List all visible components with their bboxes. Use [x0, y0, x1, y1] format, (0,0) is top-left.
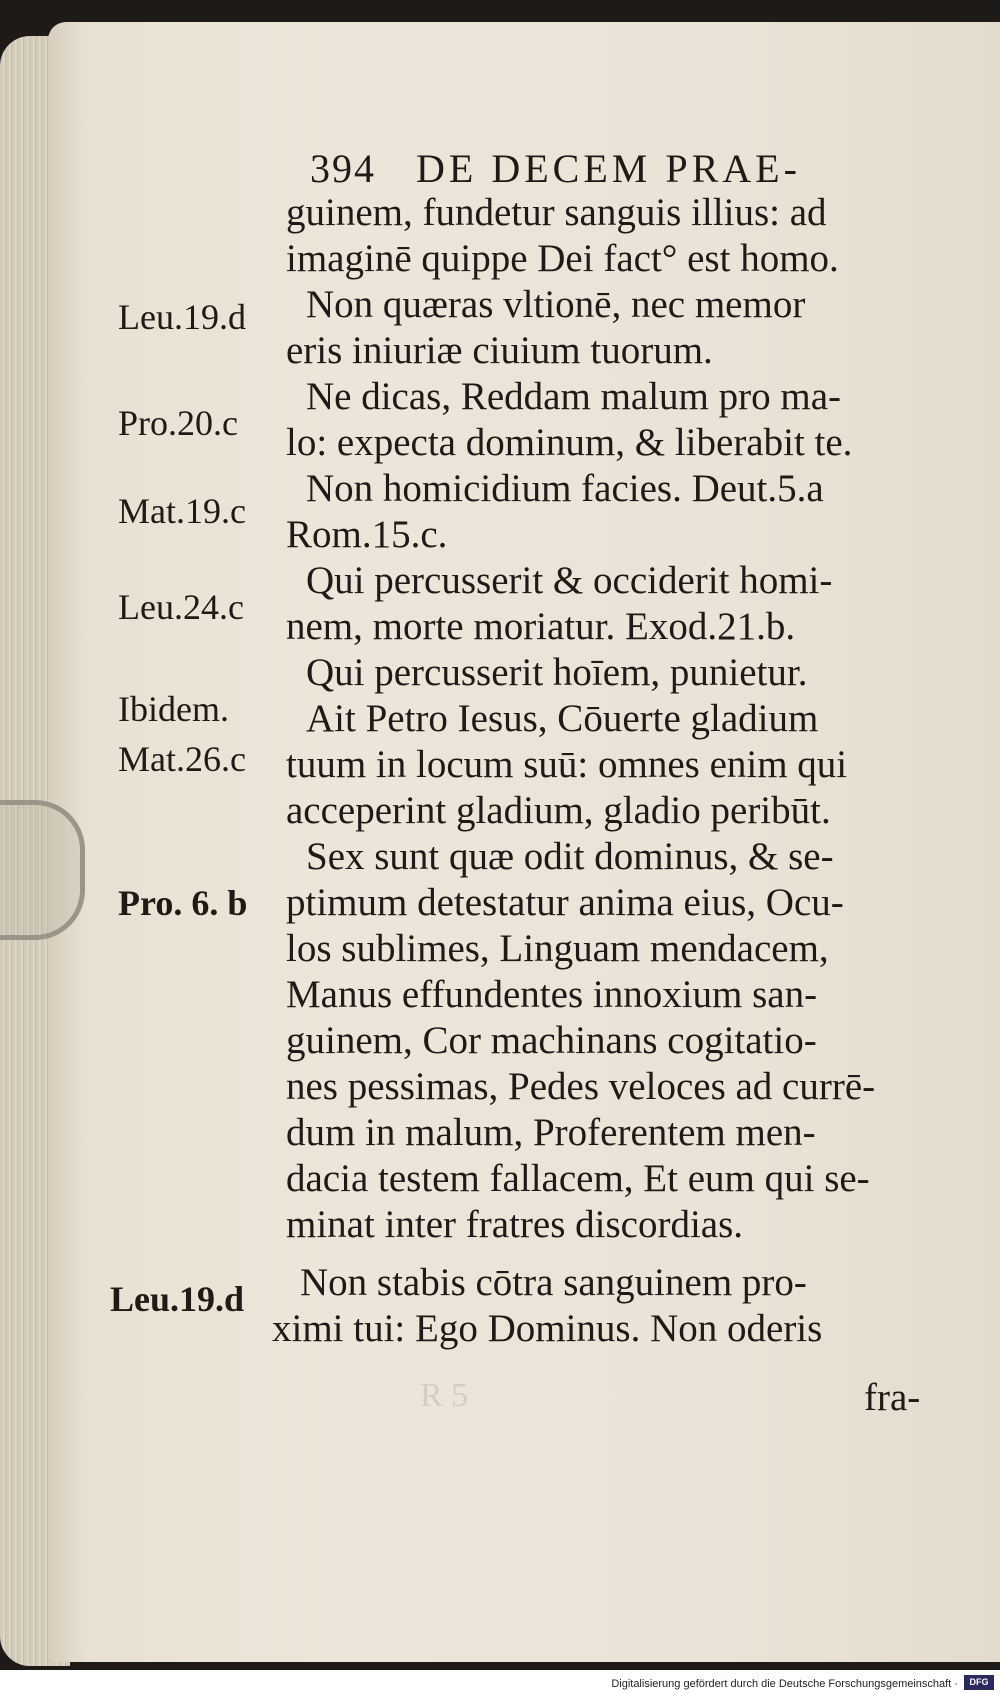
text-line: Ait Petro Iesus, Cōuerte gladium: [306, 697, 819, 740]
text-line: ptimum detestatur anima eius, Ocu-: [286, 881, 844, 924]
catchword: fra-: [864, 1376, 921, 1419]
marginal-note: Leu.19.d: [118, 297, 246, 337]
text-line: lo: expecta dominum, & liberabit te.: [286, 421, 853, 464]
text-line: imaginē quippe Dei fact° est homo.: [286, 237, 839, 280]
text-line: Non homicidium facies. Deut.5.a: [306, 467, 824, 510]
text-line: guinem, fundetur sanguis illius: ad: [286, 191, 827, 234]
text-line: guinem, Cor machinans cogitatio-: [286, 1019, 817, 1062]
text-line: Sex sunt quæ odit dominus, & se-: [306, 835, 834, 878]
text-line: Rom.15.c.: [286, 513, 448, 556]
text-line: eris iniuriæ ciuium tuorum.: [286, 329, 713, 372]
text-line: dum in malum, Proferentem men-: [286, 1111, 816, 1154]
footer-bar: [0, 1670, 1000, 1694]
marginal-note: Ibidem.: [118, 689, 229, 729]
marginal-note: Mat.19.c: [118, 491, 246, 531]
text-line: acceperint gladium, gladio peribūt.: [286, 789, 831, 832]
marginal-note: Pro.20.c: [118, 403, 238, 443]
text-line: nem, morte moriatur. Exod.21.b.: [286, 605, 796, 648]
marginal-note: Pro. 6. b: [118, 883, 248, 923]
text-line: ximi tui: Ego Dominus. Non oderis: [272, 1307, 823, 1350]
text-line: nes pessimas, Pedes veloces ad currē-: [286, 1065, 876, 1108]
text-line: Non quæras vltionē, nec memor: [306, 283, 806, 326]
page-clip: [0, 800, 85, 940]
marginal-note: Leu.24.c: [118, 587, 244, 627]
text-line: Ne dicas, Reddam malum pro ma-: [306, 375, 842, 418]
marginal-note: Leu.19.d: [110, 1279, 245, 1319]
text-line: tuum in locum suū: omnes enim qui: [286, 743, 848, 786]
funding-credit: Digitalisierung gefördert durch die Deutsche Forschungsgemeinschaft ·: [611, 1678, 958, 1690]
text-line: minat inter fratres discordias.: [286, 1203, 744, 1246]
text-line: Manus effundentes innoxium san-: [286, 973, 818, 1016]
text-line: Qui percusserit & occiderit homi-: [306, 559, 833, 602]
text-line: Non stabis cōtra sanguinem pro-: [300, 1261, 807, 1304]
running-header: [310, 145, 801, 192]
text-line: Qui percusserit hoīem, punietur.: [306, 651, 808, 694]
dfg-logo: DFG: [964, 1675, 994, 1690]
text-line: los sublimes, Linguam mendacem,: [286, 927, 829, 970]
page-number: 394: [310, 146, 376, 191]
text-line: dacia testem fallacem, Et eum qui se-: [286, 1157, 870, 1200]
marginal-note: Mat.26.c: [118, 739, 246, 779]
running-title: DE DECEM PRAE-: [416, 146, 801, 191]
show-through-text: R 5: [420, 1377, 469, 1414]
